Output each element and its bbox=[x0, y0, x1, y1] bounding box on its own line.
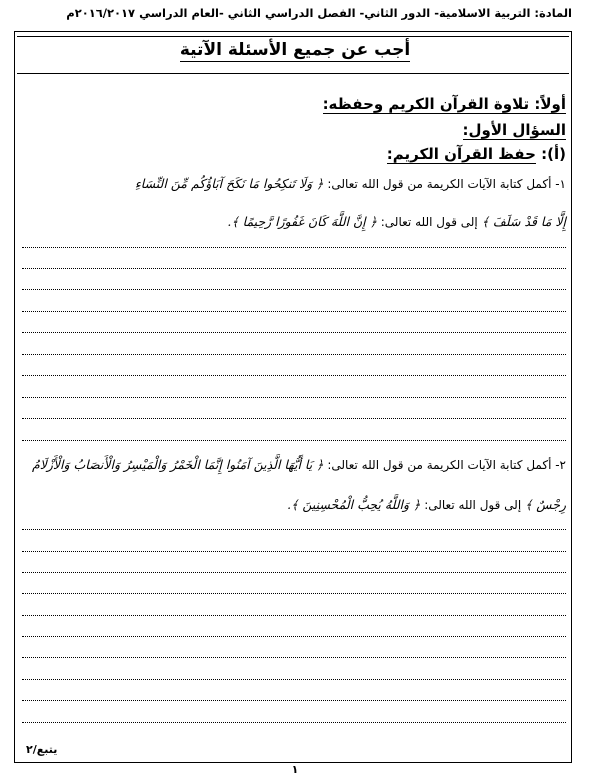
answer-line[interactable] bbox=[22, 247, 566, 248]
page-title: أجب عن جميع الأسئلة الآتية bbox=[179, 40, 411, 60]
exam-header: المادة: التربية الاسلامية- الدور الثاني- الفصل الدراسي الثاني -العام الدراسي ٢٠١٦/٢٠١٧م bbox=[66, 6, 572, 20]
answer-line[interactable] bbox=[22, 551, 566, 552]
top-rule bbox=[17, 36, 569, 37]
answer-line[interactable] bbox=[22, 289, 566, 290]
answer-line[interactable] bbox=[22, 397, 566, 398]
answer-line[interactable] bbox=[22, 700, 566, 701]
q1-line-1: ١- أكمل كتابة الآيات الكريمة من قول الله تعالى: ﴿ وَلَا تَنكِحُوا مَا نَكَحَ آبَاؤُكُم مِّنَ النِّسَاءِ bbox=[134, 176, 566, 191]
part-heading: (أ): حفظ القرآن الكريم: bbox=[386, 145, 566, 163]
answer-line[interactable] bbox=[22, 354, 566, 355]
answer-line[interactable] bbox=[22, 268, 566, 269]
q2-line-1: ٢- أكمل كتابة الآيات الكريمة من قول الله تعالى: ﴿ يَا أَيُّهَا الَّذِينَ آمَنُوا إِنَّمَا الْخَمْرُ وَالْمَيْسِرُ وَالْأَنصَابُ وَالْأَزْلَامُ bbox=[32, 457, 566, 472]
q1-line-2: إِلَّا مَا قَدْ سَلَفَ ﴾ إلى قول الله تعالى: ﴿ إِنَّ اللَّهَ كَانَ غَفُورًا رَّحِيمًا ﴾. bbox=[227, 214, 566, 229]
answer-line[interactable] bbox=[22, 679, 566, 680]
question-heading: السؤال الأول: bbox=[462, 121, 566, 139]
answer-line[interactable] bbox=[22, 375, 566, 376]
q2-line-2: رِجْسٌ ﴾ إلى قول الله تعالى: ﴿ وَاللَّهُ يُحِبُّ الْمُحْسِنِينَ ﴾. bbox=[287, 497, 566, 512]
answer-line[interactable] bbox=[22, 593, 566, 594]
answer-line[interactable] bbox=[22, 440, 566, 441]
answer-line[interactable] bbox=[22, 636, 566, 637]
answer-line[interactable] bbox=[22, 615, 566, 616]
q1-verse-start: ﴿ وَلَا تَنكِحُوا مَا نَكَحَ آبَاؤُكُم مِّنَ النِّسَاءِ bbox=[134, 176, 324, 191]
answer-line[interactable] bbox=[22, 722, 566, 723]
title-rule bbox=[17, 73, 569, 74]
section-heading: أولاً: تلاوة القرآن الكريم وحفظه: bbox=[322, 95, 566, 113]
q1-verse-end: ﴿ إِنَّ اللَّهَ كَانَ غَفُورًا رَّحِيمًا ﴾. bbox=[227, 214, 377, 229]
answer-line[interactable] bbox=[22, 657, 566, 658]
q2-verse-end: ﴿ وَاللَّهُ يُحِبُّ الْمُحْسِنِينَ ﴾. bbox=[287, 497, 421, 512]
page-number: ١ bbox=[291, 763, 299, 776]
answer-line[interactable] bbox=[22, 332, 566, 333]
answer-line[interactable] bbox=[22, 572, 566, 573]
answer-line[interactable] bbox=[22, 418, 566, 419]
q2-verse-start: ﴿ يَا أَيُّهَا الَّذِينَ آمَنُوا إِنَّمَا الْخَمْرُ وَالْمَيْسِرُ وَالْأَنصَابُ وَالْأَزْلَامُ bbox=[32, 457, 324, 472]
continued-note: يتبع/٢ bbox=[26, 743, 58, 756]
answer-line[interactable] bbox=[22, 529, 566, 530]
answer-line[interactable] bbox=[22, 311, 566, 312]
